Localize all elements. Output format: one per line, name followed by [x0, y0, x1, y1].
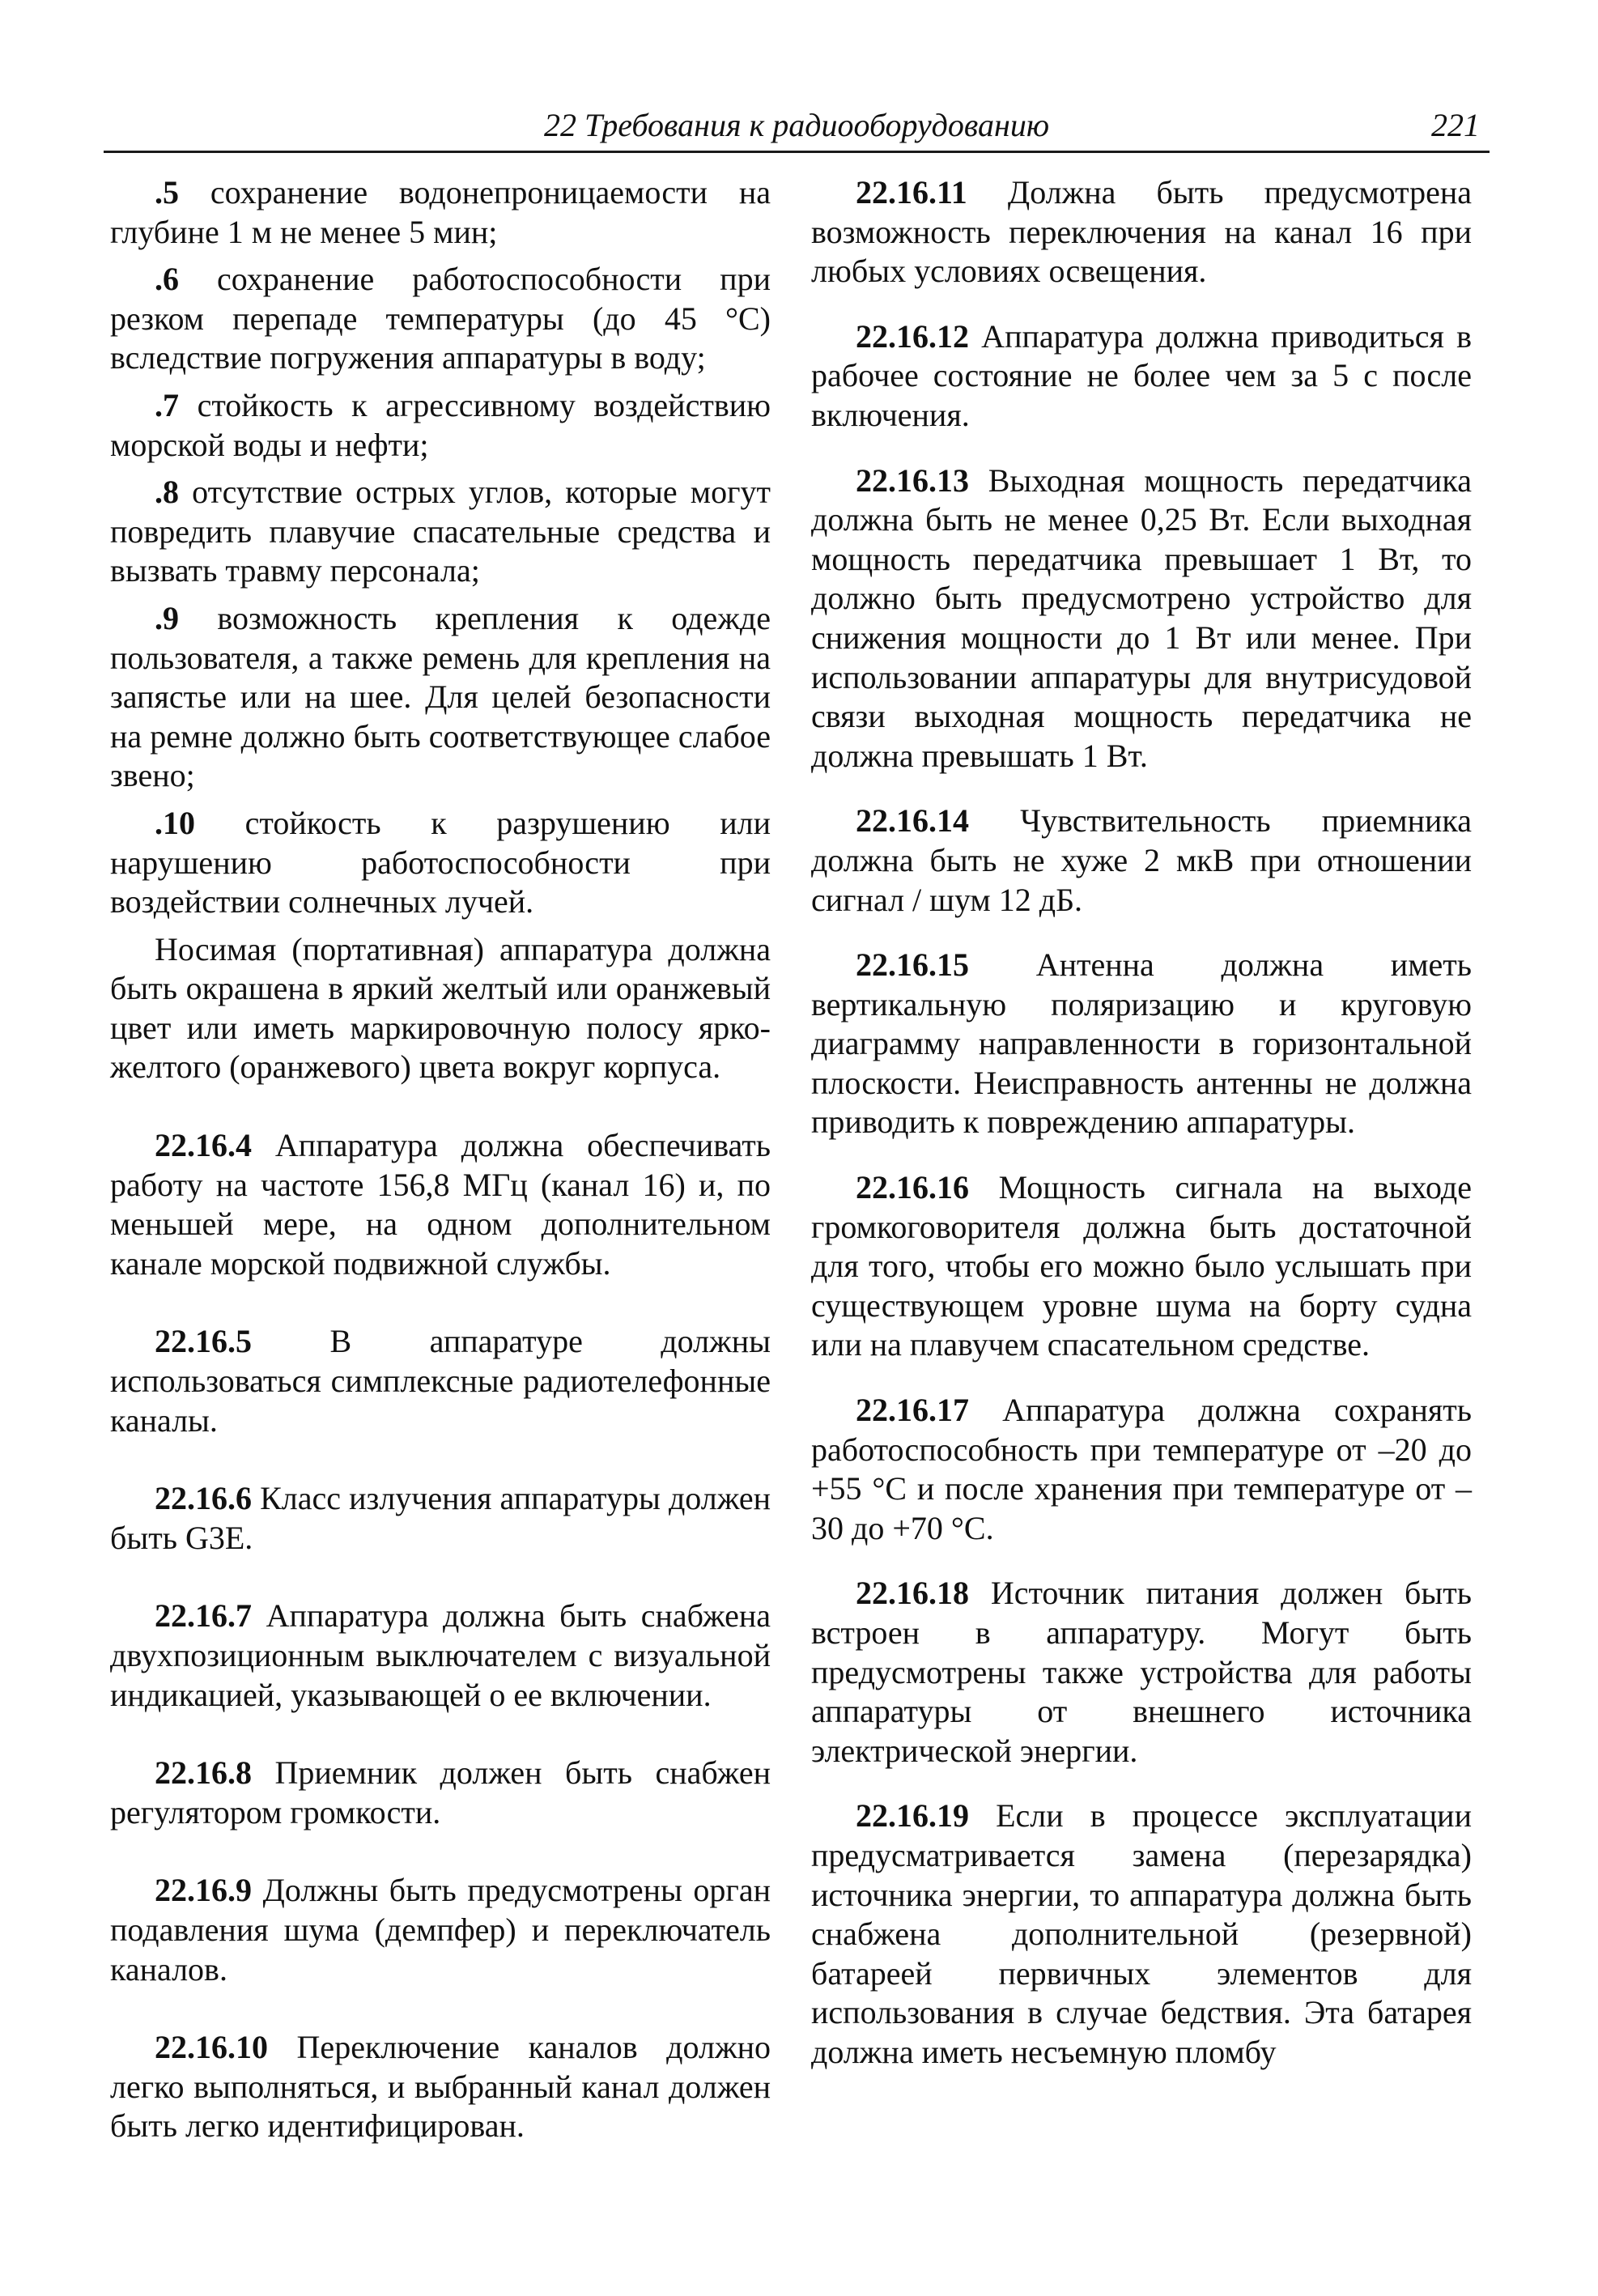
clause-number: 22.16.14: [856, 802, 969, 840]
item-text: стойкость к агрессивному воздействию морской воды и нефти;: [110, 386, 771, 463]
clause-text: Аппаратура должна обеспечивать работу на частоте 156,8 МГц (канал 16) и, по меньшей мере, на одном дополнительном канале морской подвижной службы.: [110, 1127, 771, 1282]
right-column: [811, 173, 1472, 2098]
clause-paragraph: [110, 1322, 771, 1440]
item-text: стойкость к разрушению или нарушению работоспособности при воздействии солнечных лучей.: [110, 804, 771, 921]
clause-paragraph: [811, 946, 1472, 1142]
item-text: возможность крепления к одежде пользователя, а также ремень для крепления на запястье или на шее. Для целей безопасности на ремне должно быть соответствующее слабое звено;: [110, 599, 771, 794]
clause-number: 22.16.17: [856, 1392, 969, 1429]
clause-number: 22.16.16: [856, 1169, 969, 1206]
item-text: отсутствие острых углов, которые могут повредить плавучие спасательные средства и вызвать травму персонала;: [110, 474, 771, 589]
clause-number: 22.16.8: [155, 1754, 252, 1792]
clause-number: 22.16.18: [856, 1575, 969, 1612]
list-item: [110, 473, 771, 591]
running-title: 22 Требования к радиооборудованию: [543, 107, 1050, 143]
item-number: .6: [155, 261, 179, 298]
page-header: [104, 104, 1490, 147]
item-text: сохранение водонепроницаемости на глубине 1 м не менее 5 мин;: [110, 174, 771, 250]
clause-text: Класс излучения аппаратуры должен быть G3E.: [110, 1480, 771, 1556]
clause-number: 22.16.6: [155, 1480, 252, 1517]
clause-text: Должны быть предусмотрены орган подавления шума (демпфер) и переключатель каналов.: [110, 1872, 771, 1988]
clause-paragraph: [811, 1391, 1472, 1548]
clause-number: 22.16.11: [856, 174, 967, 210]
clause-paragraph: [110, 1479, 771, 1558]
page-number: 221: [1431, 107, 1480, 143]
list-item: [110, 599, 771, 796]
header-rule: [104, 151, 1490, 153]
clause-number: 22.16.13: [856, 461, 969, 499]
left-column: [110, 173, 771, 2185]
item-number: .7: [155, 386, 179, 423]
clause-paragraph: [110, 1754, 771, 1832]
note-paragraph: Носимая (портативная) аппаратура должна быть окрашена в яркий желтый или оранжевый цвет или иметь маркировочную полосу ярко-желтого (оранжевого) цвета вокруг корпуса.: [110, 930, 771, 1086]
list-item: [110, 173, 771, 252]
clause-paragraph: [811, 173, 1472, 291]
clause-paragraph: [110, 1871, 771, 1989]
list-item: [110, 804, 771, 922]
clause-number: 22.16.9: [155, 1872, 252, 1909]
clause-text: Должна быть предусмотрена возможность переключения на канал 16 при любых условиях освещения.: [811, 174, 1472, 290]
item-text: сохранение работоспособности при резком перепаде температуры (до 45 °С) вследствие погружения аппаратуры в воду;: [110, 261, 771, 376]
clause-text: Аппаратура должна приводиться в рабочее состояние не более чем за 5 с после включения.: [811, 317, 1472, 433]
clause-text: Приемник должен быть снабжен регулятором громкости.: [110, 1754, 771, 1830]
item-number: .9: [155, 599, 179, 636]
list-item: [110, 260, 771, 378]
item-number: .5: [155, 174, 179, 210]
clause-paragraph: [811, 1796, 1472, 2072]
clause-text: Аппаратура должна быть снабжена двухпозиционным выключателем с визуальной индикацией, указывающей о ее включении.: [110, 1597, 771, 1713]
clause-number: 22.16.19: [856, 1797, 969, 1835]
list-item: [110, 386, 771, 465]
clause-number: 22.16.15: [856, 946, 969, 984]
clause-paragraph: [110, 2028, 771, 2146]
clause-text: Антенна должна иметь вертикальную поляризацию и круговую диаграмму направленности в горизонтальной плоскости. Неисправность антенны не должна приводить к повреждению аппаратуры.: [811, 946, 1472, 1141]
clause-text: Если в процессе эксплуатации предусматривается замена (перезарядка) источника энергии, то аппаратура должна быть снабжена дополнительной (резервной) батареей первичных элементов для использования в случае бедствия. Эта батарея должна иметь несъемную пломбу: [811, 1797, 1472, 2070]
item-number: .8: [155, 474, 179, 511]
clause-paragraph: [811, 317, 1472, 436]
clause-number: 22.16.7: [155, 1597, 252, 1635]
clause-text: Чувствительность приемника должна быть не хуже 2 мкВ при отношении сигнал / шум 12 дБ.: [811, 802, 1472, 918]
clause-text: Мощность сигнала на выходе громкоговорителя должна быть достаточной для того, чтобы его можно было услышать при существующем уровне шума на борту судна или на плавучем спасательном средстве.: [811, 1169, 1472, 1363]
clause-text: В аппаратуре должны использоваться симплексные радиотелефонные каналы.: [110, 1323, 771, 1439]
clause-text: Выходная мощность передатчика должна быть не менее 0,25 Вт. Если выходная мощность передатчика превышает 1 Вт, то должно быть предусмотрено устройство для снижения мощности до 1 Вт или менее. При использовании аппаратуры для внутрисудовой связи выходная мощность передатчика не должна превышать 1 Вт.: [811, 461, 1472, 774]
clause-paragraph: [811, 1168, 1472, 1365]
clause-number: 22.16.4: [155, 1127, 252, 1164]
clause-text: Переключение каналов должно легко выполняться, и выбранный канал должен быть легко идентифицирован.: [110, 2029, 771, 2145]
clause-number: 22.16.5: [155, 1323, 252, 1360]
clause-paragraph: [110, 1126, 771, 1283]
clause-paragraph: [811, 1574, 1472, 1771]
clause-paragraph: [110, 1597, 771, 1715]
clause-number: 22.16.12: [856, 317, 969, 355]
item-number: .10: [155, 804, 195, 841]
clause-number: 22.16.10: [155, 2029, 268, 2066]
clause-paragraph: [811, 461, 1472, 776]
clause-text: Аппаратура должна сохранять работоспособность при температуре от –20 до +55 °С и после хранения при температуре от –30 до +70 °С.: [811, 1392, 1472, 1546]
clause-text: Источник питания должен быть встроен в аппаратуру. Могут быть предусмотрены также устройства для работы аппаратуры от внешнего источника электрической энергии.: [811, 1575, 1472, 1769]
clause-paragraph: [811, 801, 1472, 920]
